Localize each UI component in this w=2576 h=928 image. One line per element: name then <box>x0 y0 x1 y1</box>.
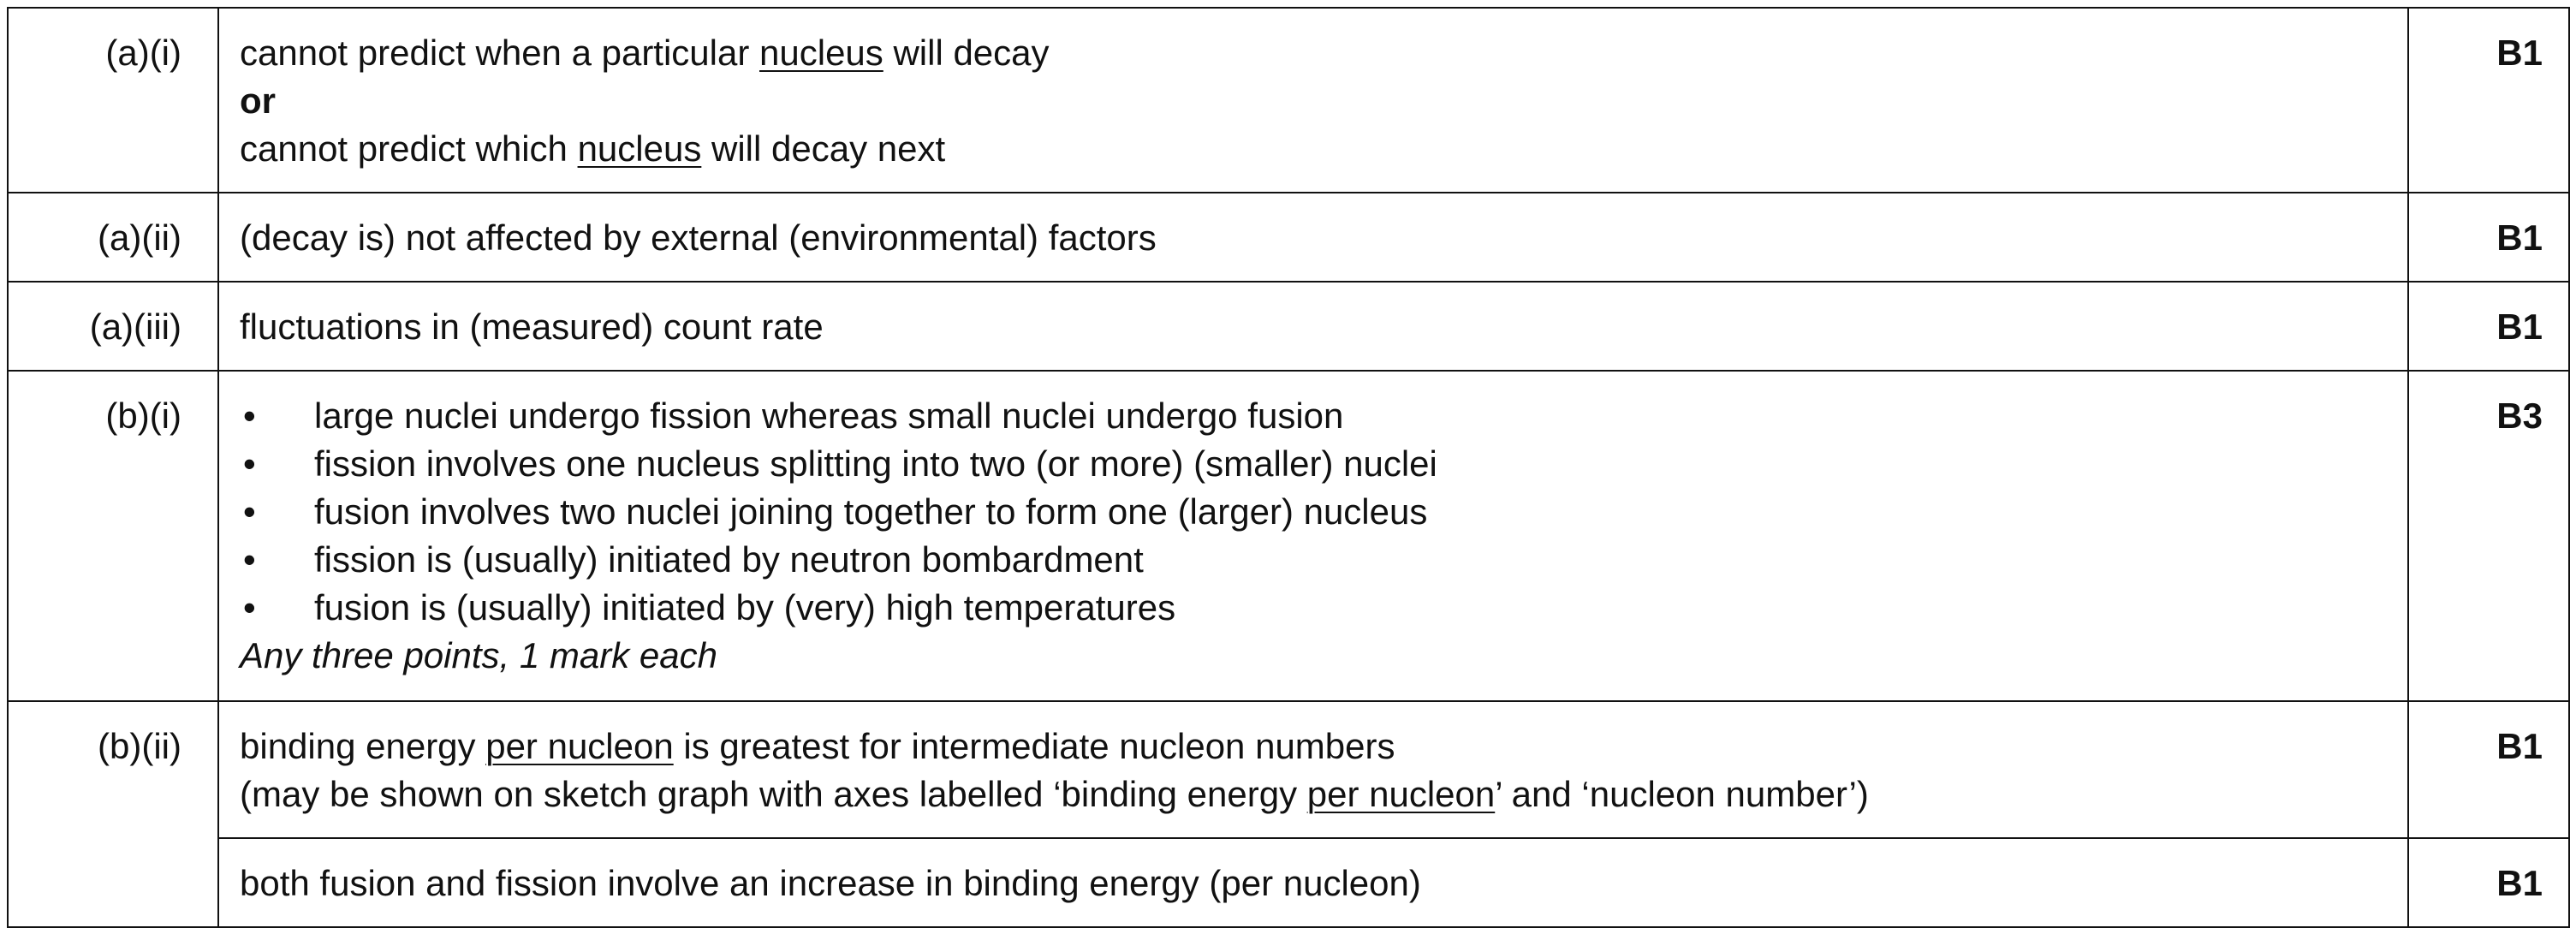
question-number: (b)(i) <box>8 371 218 701</box>
list-item <box>240 536 2387 584</box>
answer-line <box>240 770 2387 818</box>
answer-text: cannot predict which <box>240 128 578 169</box>
mark-value: B1 <box>2408 193 2569 282</box>
answer-text: ’ and ‘nucleon number’) <box>1495 774 1869 814</box>
question-number: (b)(ii) <box>8 701 218 927</box>
underlined-term: per nucleon <box>1306 774 1496 814</box>
answer-cell <box>218 701 2408 838</box>
bullet-icon: • <box>243 587 256 628</box>
table-row <box>8 701 2569 838</box>
answer-text: cannot predict when a particular <box>240 33 760 73</box>
bullet-icon: • <box>243 443 256 484</box>
answer-text: binding energy <box>240 726 486 766</box>
table-row <box>8 8 2569 193</box>
answer-text: will decay next <box>701 128 946 169</box>
mark-value: B1 <box>2408 8 2569 193</box>
table-row <box>8 282 2569 371</box>
mark-value: B1 <box>2408 838 2569 927</box>
question-number: (a)(iii) <box>8 282 218 371</box>
answer-line <box>240 29 2387 77</box>
bullet-icon: • <box>243 491 256 532</box>
answer-text: is greatest for intermediate nucleon numbers <box>673 726 1395 766</box>
table-row <box>8 371 2569 701</box>
table-row <box>8 193 2569 282</box>
marking-note: Any three points, 1 mark each <box>240 635 717 675</box>
bullet-text: fusion involves two nuclei joining together to form one (larger) nucleus <box>314 491 1428 532</box>
bullet-icon: • <box>243 396 256 436</box>
bullet-list <box>240 392 2387 632</box>
mark-scheme-table <box>7 7 2570 928</box>
bullet-icon: • <box>243 539 256 580</box>
answer-text: (may be shown on sketch graph with axes labelled ‘binding energy <box>240 774 1307 814</box>
answer-cell: both fusion and fission involve an increase in binding energy (per nucleon) <box>218 838 2408 927</box>
answer-line <box>240 125 2387 173</box>
answer-cell <box>218 8 2408 193</box>
bullet-text: fission involves one nucleus splitting into two (or more) (smaller) nuclei <box>314 443 1437 484</box>
bullet-text: fission is (usually) initiated by neutron bombardment <box>314 539 1144 580</box>
bullet-text: large nuclei undergo fission whereas small nuclei undergo fusion <box>314 396 1344 436</box>
answer-text: will decay <box>883 33 1050 73</box>
answer-cell: (decay is) not affected by external (environmental) factors <box>218 193 2408 282</box>
mark-value: B3 <box>2408 371 2569 701</box>
or-connector: or <box>240 80 276 121</box>
table-row <box>8 838 2569 927</box>
list-item <box>240 392 2387 440</box>
mark-value: B1 <box>2408 282 2569 371</box>
list-item <box>240 584 2387 632</box>
list-item <box>240 488 2387 536</box>
mark-value: B1 <box>2408 701 2569 838</box>
answer-line <box>240 723 2387 770</box>
question-number: (a)(i) <box>8 8 218 193</box>
underlined-term: nucleus <box>759 33 883 73</box>
list-item <box>240 440 2387 488</box>
answer-cell: fluctuations in (measured) count rate <box>218 282 2408 371</box>
answer-cell <box>218 371 2408 701</box>
bullet-text: fusion is (usually) initiated by (very) high temperatures <box>314 587 1176 628</box>
underlined-term: per nucleon <box>485 726 674 766</box>
question-number: (a)(ii) <box>8 193 218 282</box>
underlined-term: nucleus <box>577 128 702 169</box>
